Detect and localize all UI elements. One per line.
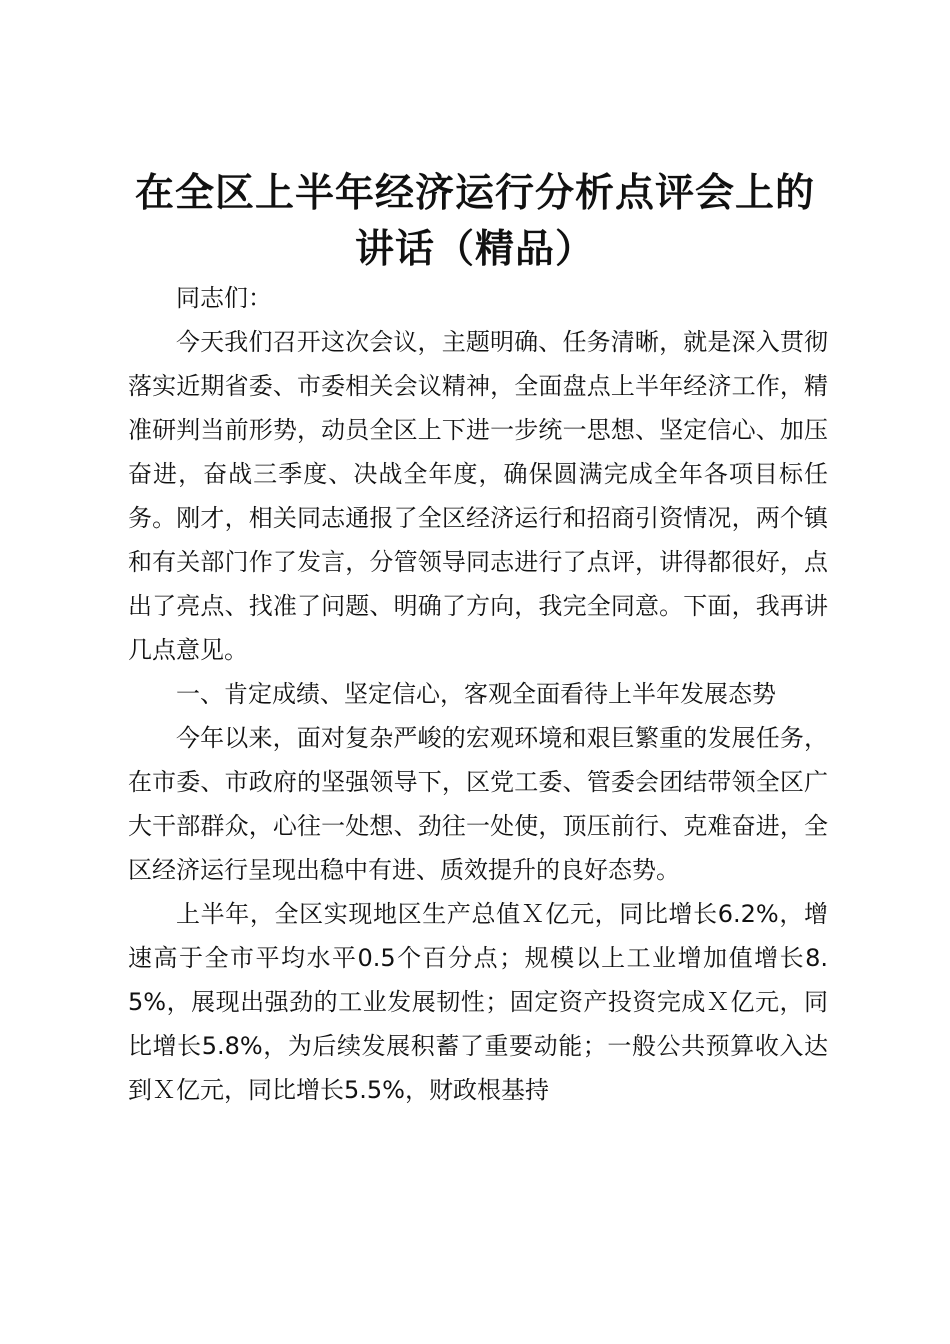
section-heading-1: 一、肯定成绩、坚定信心，客观全面看待上半年发展态势 [176, 680, 776, 708]
paragraph-intro: 今天我们召开这次会议，主题明确、任务清晰，就是深入贯彻落实近期省委、市委相关会议精神，全面盘点上半年经济工作，精准研判当前形势，动员全区上下进一步统一思想、坚定信心、加压奋进，奋战三季度、决战全年度，确保圆满完成全年各项目标任务。刚才，相关同志通报了全区经济运行和招商引资情况，两个镇和有关部门作了发言，分管领导同志进行了点评，讲得都很好，点出了亮点、找准了问题、明确了方向，我完全同意。下面，我再讲几点意见。 [128, 328, 828, 664]
paragraph-overview: 今年以来，面对复杂严峻的宏观环境和艰巨繁重的发展任务，在市委、市政府的坚强领导下，区党工委、管委会团结带领全区广大干部群众，心往一处想、劲往一处使，顶压前行、克难奋进，全区经济运行呈现出稳中有进、质效提升的良好态势。 [128, 724, 828, 884]
title-line-2: 讲话（精品） [354, 227, 595, 272]
document-body [128, 276, 828, 1112]
salutation: 同志们： [176, 284, 272, 312]
title-line-1: 在全区上半年经济运行分析点评会上的 [134, 171, 815, 216]
document-title [100, 166, 850, 278]
paragraph-statistics: 上半年，全区实现地区生产总值Ｘ亿元，同比增长6.2%，增速高于全市平均水平0.5个百分点；规模以上工业增加值增长8.5%，展现出强劲的工业发展韧性；固定资产投资完成Ｘ亿元，同比增长5.8%，为后续发展积蓄了重要动能；一般公共预算收入达到Ｘ亿元，同比增长5.5%，财政根基持 [128, 900, 828, 1104]
